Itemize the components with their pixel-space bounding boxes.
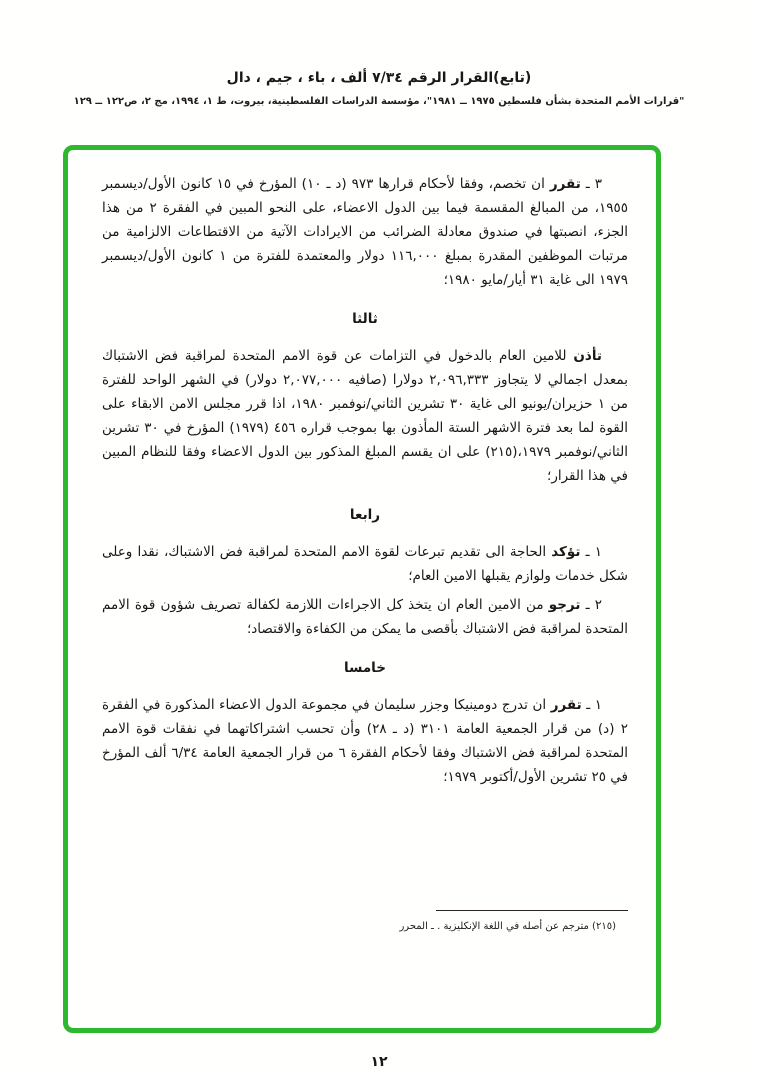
paragraph-keyword: ترجو <box>548 597 581 613</box>
paragraph-keyword: تقرر <box>549 176 581 192</box>
page-number: ١٢ <box>370 1054 388 1070</box>
paragraph-number: ١ ـ <box>580 544 602 560</box>
paragraph-keyword: تقرر <box>550 697 582 713</box>
section-fourth-paragraph-1 <box>102 540 628 588</box>
paragraph-keyword: تأذن <box>573 348 602 364</box>
paragraph-number: ٣ ـ <box>580 176 602 192</box>
section-heading-third: ثالثا <box>352 311 378 327</box>
paragraph-text: الحاجة الى تقديم تبرعات لقوة الامم المتحدة لمراقبة فض الاشتباك، نقدا وعلى شكل خدمات ولوازم يقبلها الامين العام؛ <box>102 544 628 584</box>
section-third-paragraph <box>102 344 628 488</box>
section-fifth-paragraph-1 <box>102 693 628 789</box>
section-fourth-paragraph-2 <box>102 593 628 641</box>
paragraph-text: ان تدرج دومينيكا وجزر سليمان في مجموعة الدول الاعضاء المذكورة في الفقرة ٢ (د) من قرار الجمعية العامة ٣١٠١ (د ـ ٢٨) وأن تحسب اشتراكاتهما في نفقات قوة الامم المتحدة لمراقبة فض الاشتباك وفقا لأحكام الفقرة ٦ من قرار الجمعية العامة ٦/٣٤ ألف المؤرخ في ٢٥ تشرين الأول/أكتوبر ١٩٧٩؛ <box>102 697 629 785</box>
paragraph-number: ١ ـ <box>581 697 602 713</box>
source-citation-line: "قرارات الأمم المتحدة بشأن فلسطين ١٩٧٥ ــ ١٩٨١"، مؤسسة الدراسات الفلسطينية، بيروت، ط ١، ١٩٩٤، مج ٢، ص١٢٢ ــ ١٢٩ <box>73 96 685 107</box>
section-heading-fourth: رابعا <box>349 507 381 523</box>
paragraph-keyword: تؤكد <box>551 544 581 560</box>
operative-paragraph-3 <box>102 172 628 292</box>
paragraph-text: من الامين العام ان يتخذ كل الاجراءات اللازمة لكفالة تصريف شؤون قوة الامم المتحدة لمراقبة فض الاشتباك بأقصى ما يمكن من الكفاءة والاقتصاد؛ <box>102 597 628 637</box>
resolution-body <box>68 150 656 789</box>
content-border-box <box>63 145 661 1033</box>
footnote-area <box>102 910 628 932</box>
section-heading-fifth: خامسا <box>344 660 386 676</box>
paragraph-text: ان تخصم، وفقا لأحكام قرارها ٩٧٣ (د ـ ١٠) المؤرخ في ١٥ كانون الأول/ديسمبر ١٩٥٥، من المبالغ المقسمة فيما بين الدول الاعضاء، على النحو المبين في الفقرة ٢ من هذا الجزء، انصبتها في صندوق معادلة الضرائب من الايرادات الآتية من الاقتطاعات الالزامية من مرتبات الموظفين المقدرة بمبلغ ١١٦,٠٠٠ دولار والمعتمدة للفترة من ١ كانون الأول/ديسمبر ١٩٧٩ الى غاية ٣١ أيار/مايو ١٩٨٠؛ <box>102 176 629 288</box>
paragraph-number: ٢ ـ <box>580 597 602 613</box>
document-title: (تابع)القرار الرقم ٧/٣٤ ألف ، باء ، جيم ، دال <box>226 70 532 86</box>
footnote-separator <box>436 910 628 911</box>
footnote: (٢١٥) مترجم عن أصله في اللغة الإنكليزية . ـ المحرر <box>399 921 616 932</box>
paragraph-text: للامين العام بالدخول في التزامات عن قوة الامم المتحدة لمراقبة فض الاشتباك بمعدل اجمالي لا يتجاوز ٢,٠٩٦,٣٣٣ دولارا (صافيه ٢,٠٧٧,٠٠٠ دولار) في الشهر الواحد للفترة من ١ حزيران/يونيو الى غاية ٣٠ تشرين الثاني/نوفمبر ١٩٨٠، اذا قرر مجلس الامن الابقاء على القوة لما بعد فترة الاشهر الستة المأذون بها بموجب قراره ٤٥٦ (١٩٧٩) المؤرخ في ٣٠ تشرين الثاني/نوفمبر ١٩٧٩،(٢١٥) على ان يقسم المبلغ المذكور بين الدول الاعضاء وفقا للنظام المبين في هذا القرار؛ <box>102 348 629 484</box>
page-header <box>0 0 758 107</box>
